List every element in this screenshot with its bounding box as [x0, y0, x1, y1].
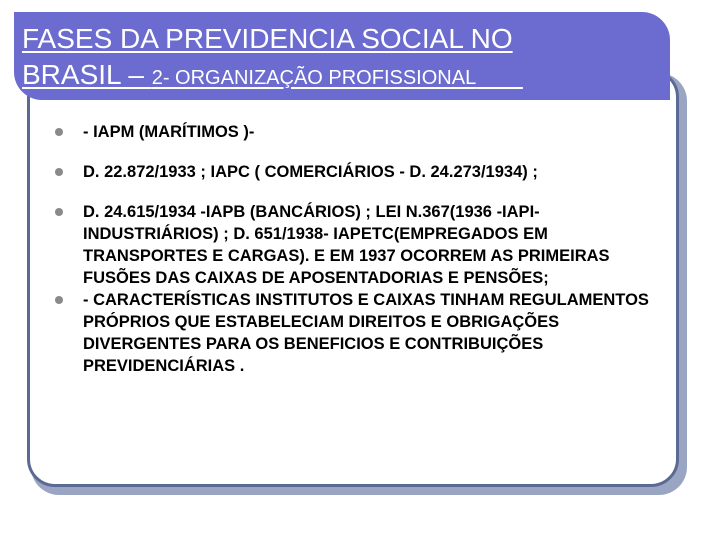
bullet-item — [55, 161, 665, 183]
bullet-dot-icon — [55, 168, 63, 176]
bullet-item — [55, 201, 665, 289]
bullet-text: D. 22.872/1933 ; IAPC ( COMERCIÁRIOS - D. 24.273/1934) ; — [83, 163, 538, 181]
title-line-2-subtitle: 2- ORGANIZAÇÃO PROFISSIONAL — [151, 67, 477, 89]
bullet-dot-icon — [55, 128, 63, 136]
bullet-text: - CARACTERÍSTICAS INSTITUTOS E CAIXAS TINHAM REGULAMENTOS PRÓPRIOS QUE ESTABELECIAM DIREITOS E OBRIGAÇÕES DIVERGENTES PARA OS BENEFICIOS E CONTRIBUIÇÕES PREVIDENCIÁRIAS . — [83, 291, 649, 375]
bullet-dot-icon — [55, 208, 63, 216]
bullet-dot-icon — [55, 296, 63, 304]
title-line-1: FASES DA PREVIDENCIA SOCIAL NO — [22, 23, 513, 54]
bullet-item — [55, 289, 665, 377]
slide-title — [22, 22, 662, 97]
bullet-item — [55, 121, 665, 143]
title-line-2-main: BRASIL – — [22, 59, 152, 90]
bullet-text: D. 24.615/1934 -IAPB (BANCÁRIOS) ; LEI N.367(1936 -IAPI- INDUSTRIÁRIOS) ; D. 651/1938- IAPETC(EMPREGADOS EM TRANSPORTES E CARGAS). E EM 1937 OCORREM AS PRIMEIRAS FUSÕES DAS CAIXAS DE APOSENTADORIAS E PENSÕES; — [83, 203, 610, 287]
title-line-2 — [22, 56, 636, 97]
bullet-text: - IAPM (MARÍTIMOS )- — [83, 123, 255, 141]
bullet-list — [55, 121, 665, 377]
